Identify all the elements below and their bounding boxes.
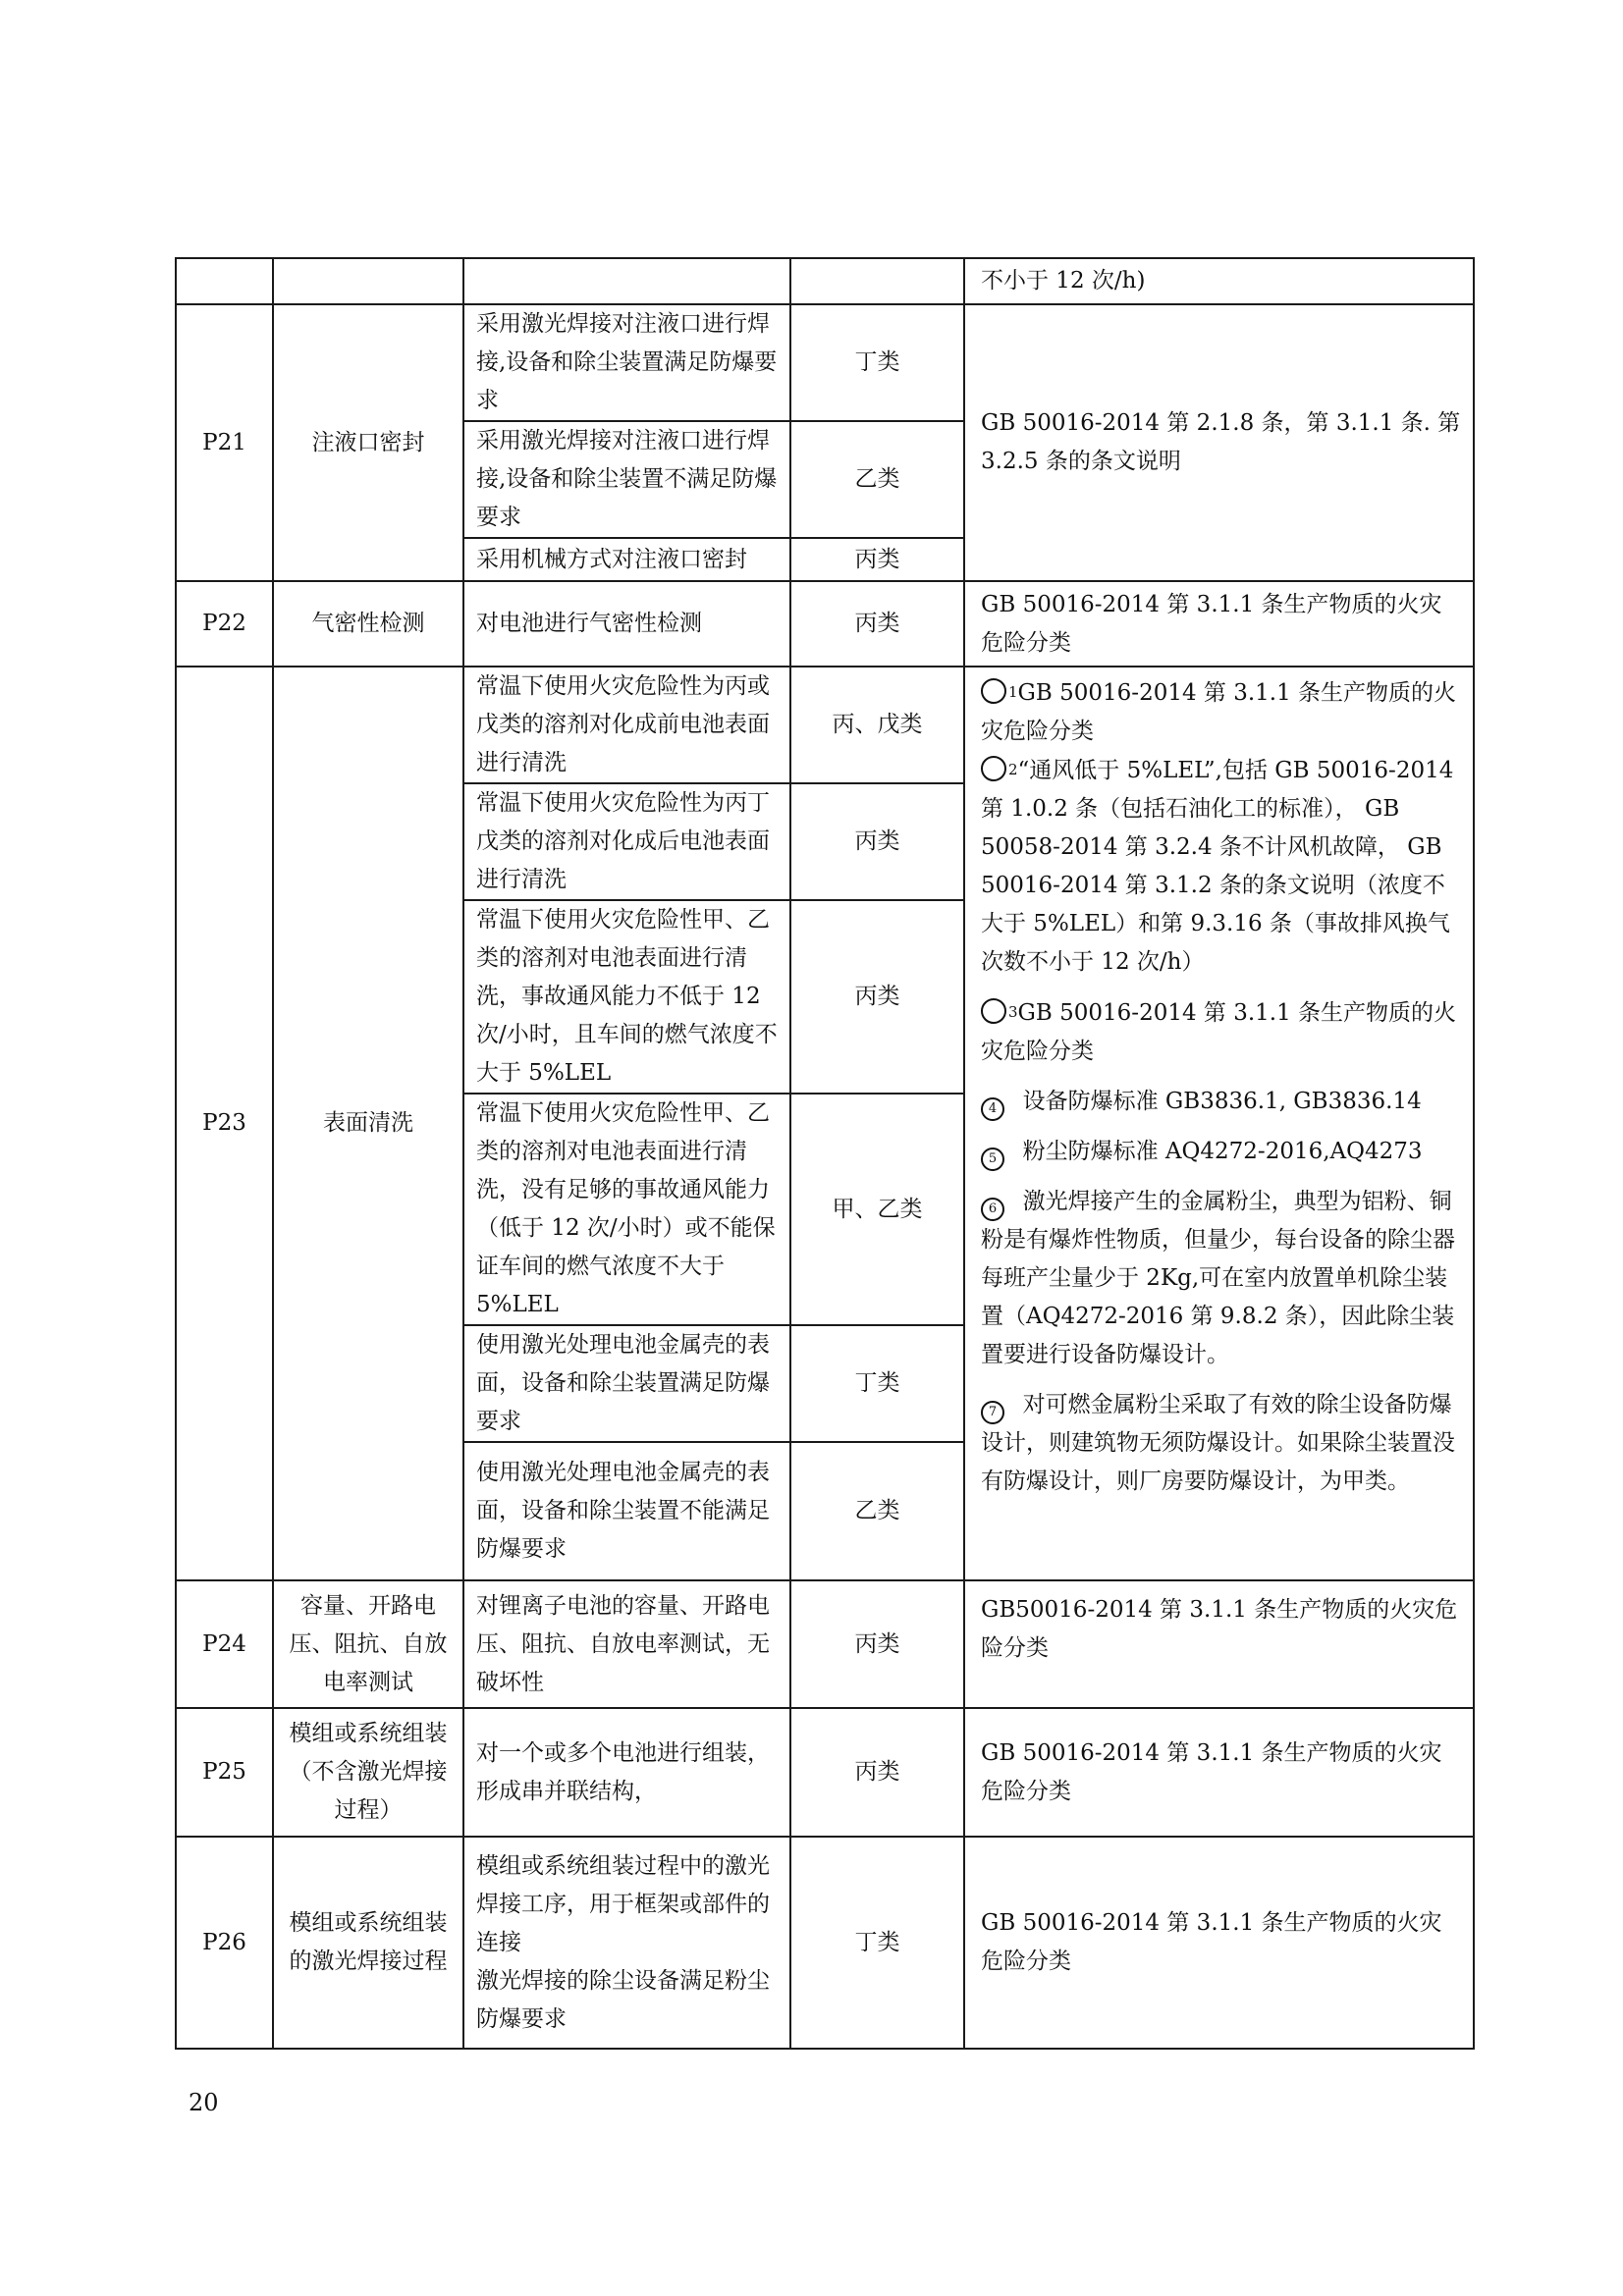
process-description: 常温下使用火灾危险性为丙或戊类的溶剂对化成前电池表面进行清洗 bbox=[463, 667, 790, 783]
table-cell bbox=[273, 258, 463, 304]
reference-note: 5 粉尘防爆标准 AQ4272-2016,AQ4273 bbox=[981, 1133, 1463, 1171]
process-name: 模组或系统组装的激光焊接过程 bbox=[273, 1837, 463, 2049]
reference-cell: GB 50016-2014 第 2.1.8 条，第 3.1.1 条. 第 3.2.5 条的条文说明 bbox=[964, 304, 1474, 581]
reference-note: 4 设备防爆标准 GB3836.1, GB3836.14 bbox=[981, 1083, 1463, 1121]
hazard-class: 甲、乙类 bbox=[790, 1094, 964, 1325]
process-name: 表面清洗 bbox=[273, 667, 463, 1580]
reference-cell: GB 50016-2014 第 3.1.1 条生产物质的火灾危险分类 bbox=[964, 1837, 1474, 2049]
process-description: 常温下使用火灾危险性甲、乙类的溶剂对电池表面进行清洗，没有足够的事故通风能力（低于 12 次/小时）或不能保证车间的燃气浓度不大于 5%LEL bbox=[463, 1094, 790, 1325]
hazard-class: 丙类 bbox=[790, 1580, 964, 1708]
process-description: 采用激光焊接对注液口进行焊接,设备和除尘装置满足防爆要求 bbox=[463, 304, 790, 421]
hazard-class: 丙类 bbox=[790, 538, 964, 581]
hazard-class: 丁类 bbox=[790, 304, 964, 421]
process-description: 对锂离子电池的容量、开路电压、阻抗、自放电率测试，无破坏性 bbox=[463, 1580, 790, 1708]
hazard-class: 丙类 bbox=[790, 783, 964, 900]
circled-number-icon: 5 bbox=[981, 1148, 1004, 1171]
circled-number-icon: 6 bbox=[981, 1198, 1004, 1221]
hazard-class: 丁类 bbox=[790, 1325, 964, 1442]
table-cell bbox=[463, 258, 790, 304]
circled-number-icon: 7 bbox=[981, 1401, 1004, 1424]
hazard-class: 乙类 bbox=[790, 1442, 964, 1580]
hazard-class: 丙类 bbox=[790, 1708, 964, 1837]
circle-marker-icon bbox=[981, 756, 1006, 781]
process-description bbox=[463, 1837, 790, 2049]
classification-table bbox=[175, 257, 1475, 2050]
process-description-line: 激光焊接的除尘设备满足粉尘防爆要求 bbox=[476, 1967, 770, 2032]
process-code: P23 bbox=[176, 667, 273, 1580]
process-name: 注液口密封 bbox=[273, 304, 463, 581]
table-row bbox=[176, 1837, 1474, 2049]
reference-note: $^1$GB 50016-2014 第 3.1.1 条生产物质的火灾危险分类 bbox=[981, 680, 1457, 744]
process-code: P21 bbox=[176, 304, 273, 581]
process-description: 常温下使用火灾危险性为丙丁戊类的溶剂对化成后电池表面进行清洗 bbox=[463, 783, 790, 900]
hazard-class: 丙类 bbox=[790, 900, 964, 1094]
table-cell bbox=[176, 258, 273, 304]
reference-cell: GB 50016-2014 第 3.1.1 条生产物质的火灾危险分类 bbox=[964, 1708, 1474, 1837]
hazard-class: 乙类 bbox=[790, 421, 964, 538]
process-description: 对电池进行气密性检测 bbox=[463, 581, 790, 667]
process-code: P26 bbox=[176, 1837, 273, 2049]
process-code: P25 bbox=[176, 1708, 273, 1837]
reference-cell: 不小于 12 次/h) bbox=[964, 258, 1474, 304]
process-description: 使用激光处理电池金属壳的表面，设备和除尘装置满足防爆要求 bbox=[463, 1325, 790, 1442]
page-number: 20 bbox=[189, 2089, 219, 2116]
process-description: 对一个或多个电池进行组装，形成串并联结构， bbox=[463, 1708, 790, 1837]
process-code: P24 bbox=[176, 1580, 273, 1708]
reference-note: $^2$“通风低于 5%LEL”,包括 GB 50016-2014 第 1.0.2 条（包括石油化工的标准）， GB 50058-2014 第 3.2.4 条不计风机故障， GB 50016-2014 第 3.1.2 条的条文说明（浓度不大于 5%LEL）和第 9.3.16 条（事故排风换气次数不小于 12 次/h） bbox=[981, 758, 1454, 975]
table-row bbox=[176, 1708, 1474, 1837]
table-row bbox=[176, 304, 1474, 421]
circle-marker-icon bbox=[981, 678, 1006, 704]
reference-note: 6 激光焊接产生的金属粉尘，典型为铝粉、铜粉是有爆炸性物质，但量少，每台设备的除尘器每班产尘量少于 2Kg,可在室内放置单机除尘装置（AQ4272-2016 第 9.8.2 条），因此除尘装置要进行设备防爆设计。 bbox=[981, 1189, 1455, 1367]
table-row bbox=[176, 667, 1474, 783]
table-row bbox=[176, 1580, 1474, 1708]
process-name: 模组或系统组装（不含激光焊接过程） bbox=[273, 1708, 463, 1837]
reference-note: $^3$GB 50016-2014 第 3.1.1 条生产物质的火灾危险分类 bbox=[981, 1000, 1457, 1064]
reference-note: 7 对可燃金属粉尘采取了有效的除尘设备防爆设计，则建筑物无须防爆设计。如果除尘装置没有防爆设计，则厂房要防爆设计，为甲类。 bbox=[981, 1392, 1455, 1494]
table-row bbox=[176, 258, 1474, 304]
process-description-line: 模组或系统组装过程中的激光焊接工序，用于框架或部件的连接 bbox=[476, 1852, 770, 1955]
table-row bbox=[176, 581, 1474, 667]
reference-cell: GB50016-2014 第 3.1.1 条生产物质的火灾危险分类 bbox=[964, 1580, 1474, 1708]
circle-marker-icon bbox=[981, 998, 1006, 1024]
process-description: 采用激光焊接对注液口进行焊接,设备和除尘装置不满足防爆要求 bbox=[463, 421, 790, 538]
hazard-class: 丁类 bbox=[790, 1837, 964, 2049]
table-cell bbox=[790, 258, 964, 304]
reference-notes bbox=[964, 667, 1474, 1580]
process-description: 使用激光处理电池金属壳的表面，设备和除尘装置不能满足防爆要求 bbox=[463, 1442, 790, 1580]
process-description: 常温下使用火灾危险性甲、乙类的溶剂对电池表面进行清洗，事故通风能力不低于 12 次/小时，且车间的燃气浓度不大于 5%LEL bbox=[463, 900, 790, 1094]
hazard-class: 丙、戊类 bbox=[790, 667, 964, 783]
process-description: 采用机械方式对注液口密封 bbox=[463, 538, 790, 581]
reference-cell: GB 50016-2014 第 3.1.1 条生产物质的火灾危险分类 bbox=[964, 581, 1474, 667]
process-name: 容量、开路电压、阻抗、自放电率测试 bbox=[273, 1580, 463, 1708]
process-code: P22 bbox=[176, 581, 273, 667]
circled-number-icon: 4 bbox=[981, 1097, 1004, 1121]
process-name: 气密性检测 bbox=[273, 581, 463, 667]
hazard-class: 丙类 bbox=[790, 581, 964, 667]
